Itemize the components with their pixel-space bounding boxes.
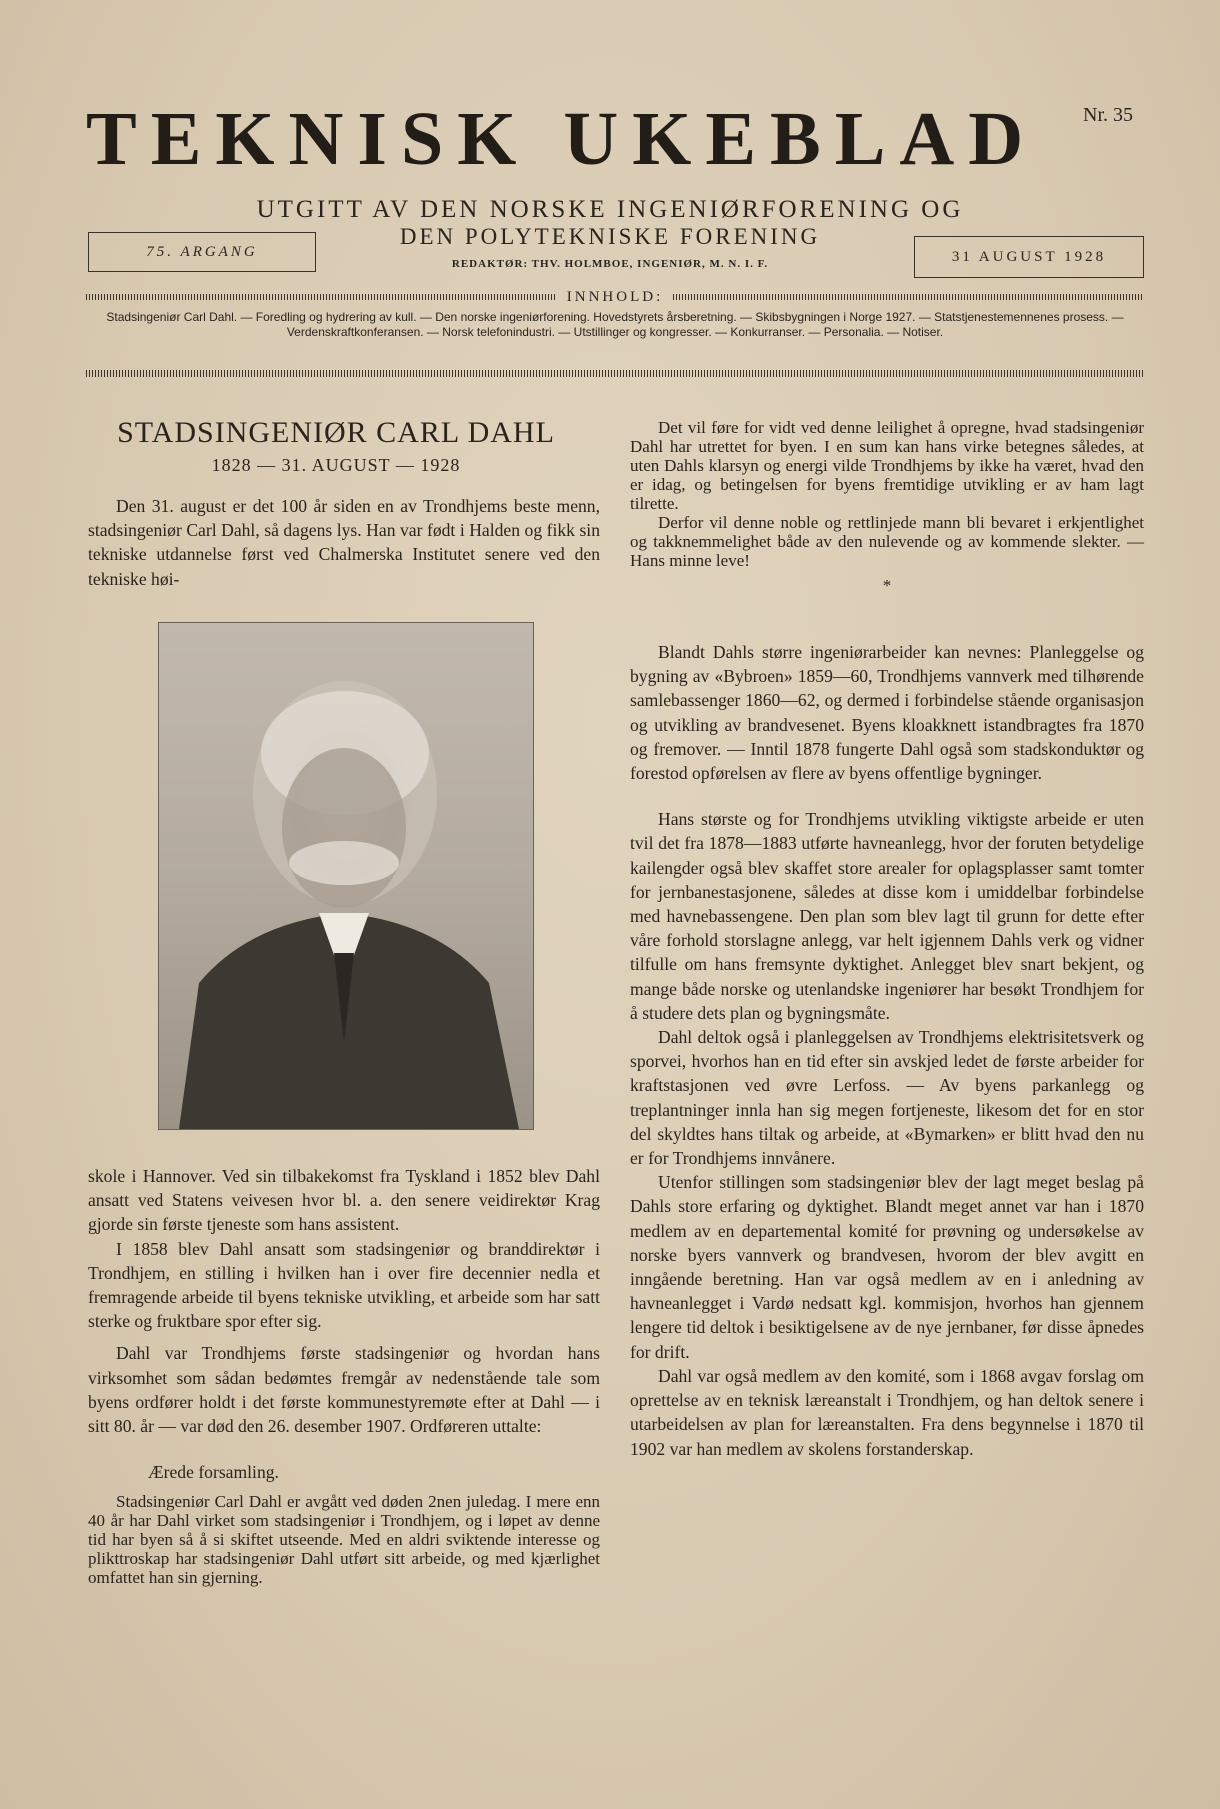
- body-paragraph: Dahl var Trondhjems første stadsingeniør og hvordan hans virksomhet som sådan bedømtes fremgår av nedenstående tale som byens ordfører holdt i det første kommunestyremøte efter at Dahl — i sitt 80. år — var død den 26. desember 1907. Ordføreren uttalte:: [88, 1343, 600, 1437]
- contents-label: INNHOLD:: [566, 288, 664, 305]
- portrait-icon: [159, 623, 533, 1129]
- body-paragraph: skole i Hannover. Ved sin tilbakekomst fra Tyskland i 1852 blev Dahl ansatt ved Statens veivesen hvor bl. a. den senere veidirektør Krag gjorde sin første tjeneste som hans assistent.: [88, 1166, 600, 1235]
- article-headline: STADSINGENIØR CARL DAHL: [117, 416, 555, 449]
- article-dateline: 1828 — 31. AUGUST — 1928: [211, 455, 461, 475]
- intro-paragraph: Den 31. august er det 100 år siden en av Trondhjems beste menn, stadsingeniør Carl Dahl, så dagens lys. Han var født i Halden og fikk sin tekniske utdannelse først ved Chalmerska Institutet senere ved den tekniske høi-: [88, 496, 600, 589]
- date-box: 31 AUGUST 1928: [914, 236, 1144, 278]
- publisher-line-1: UTGITT AV DEN NORSKE INGENIØRFORENING OG: [256, 196, 964, 223]
- volume-box: 75. ARGANG: [88, 232, 316, 272]
- contents-text: Stadsingeniør Carl Dahl. — Foredling og hydrering av kull. — Den norske ingeniørforening. Hovedstyrets årsberetning. — Skibsbygningen i Norge 1927. — Statstjenestemennenes prosess. — Verdenskraftkonferansen. — Norsk telefonindustri. — Utstillinger og kongresser. — Konkurranser. — Personalia. — Notiser.: [106, 310, 1124, 339]
- issue-number: Nr. 35: [1083, 104, 1133, 126]
- body-paragraph: Blandt Dahls større ingeniørarbeider kan nevnes: Planleggelse og bygning av «Bybroen» 1859—60, Trondhjems vannverk med tilhørende samlebassenger 1860—62, og dermed i forbindelse stående organisasjon og utvikling av brandvesenet. Byens kloakknett istandbragtes fra 1870 og fremover. — Inntil 1878 fungerte Dahl også som stadskonduktør og forestod opførelsen av flere av byens offentlige bygninger.: [630, 642, 1144, 784]
- right-column-body: [630, 640, 1144, 1461]
- right-column-quote: [630, 418, 1144, 605]
- quote-salutation: Ærede forsamling.: [148, 1462, 279, 1483]
- editor-line: REDAKTØR: THV. HOLMBOE, INGENIØR, M. N. I. F.: [451, 258, 769, 270]
- quote-paragraph: Derfor vil denne noble og rettlinjede mann bli bevaret i erkjentlighet og takknemmelighet både av den nulevende og av kommende slekter. — Hans minne leve!: [630, 513, 1144, 570]
- quote-paragraph: Det vil føre for vidt ved denne leilighet å opregne, hvad stadsingeniør Dahl har utrettet for byen. I en sum kan hans virke betegnes således, at uten Dahls klarsyn og energi vilde Trondhjems by ikke ha været, hvad den er idag, og betingelsen for byens fremtidige utvikling er av ham lagt tilrette.: [630, 418, 1144, 513]
- section-separator: *: [882, 576, 892, 595]
- body-paragraph: I 1858 blev Dahl ansatt som stadsingeniør og branddirektør i Trondhjem, en stilling i hvilken han i over fire decennier nedla et fremragende arbeide til byens tekniske utvikling, et arbeide som har satt sterke og fruktbare spor efter sig.: [88, 1238, 600, 1332]
- body-paragraph: Dahl var også medlem av den komité, som i 1868 avgav forslag om oprettelse av en teknisk læreanstalt i Trondhjem, og han deltok senere i utarbeidelsen av plan for læreanstalten. Fra dens begynnelse i 1870 til 1902 var han medlem av skolens forstanderskap.: [630, 1365, 1144, 1459]
- left-column-body: [88, 1164, 600, 1587]
- contents-bottom-rule: [86, 370, 1144, 377]
- quote-body: Stadsingeniør Carl Dahl er avgått ved døden 2nen juledag. I mere enn 40 år har Dahl virket som stadsingeniør i Trondhjem, og i løpet av denne tid har byen så å si skiftet utseende. Med en aldri sviktende interesse og plikttroskap har stadsingeniør Dahl utført sitt arbeide, og med kjærlighet omfattet han sin gjerning.: [88, 1492, 600, 1588]
- body-paragraph: Dahl deltok også i planleggelsen av Trondhjems elektrisitetsverk og sporvei, hvorhos han en tid efter sin avskjed ledet de første arbeider for kraftstasjonen ved øvre Lerfoss. — Av byens parkanlegg og treplantninger innla han sig megen fortjeneste, likesom det for en stor del skyldtes hans tiltak og arbeide, at «Bymarken» er blitt hvad den nu er for Trondhjems innvånere.: [630, 1027, 1144, 1169]
- dotted-rule-right: [673, 294, 1144, 300]
- masthead-title: TEKNISK UKEBLAD: [86, 97, 1038, 181]
- portrait-photo: [158, 622, 534, 1130]
- body-paragraph: Hans største og for Trondhjems utvikling viktigste arbeide er uten tvil det fra 1878—1883 utførte havneanlegg, hvor der foruten betydelige kailengder også blev skaffet store arealer for oplagsplasser samt tomter for jernbanestasjonene, således at disse kom i umiddelbar forbindelse med havnebassengene. Den plan som blev lagt til grunn for dette efter våre forhold storslagne anlegg, var helt igjennem Dahls verk og vidner tilfulle om hans fremsynte dyktighet. Anlegget blev snart bekjent, og mange både norske og utenlandske ingeniører har besøkt Trondhjem for å studere dets plan og bygningsmåte.: [630, 809, 1144, 1023]
- body-paragraph: Utenfor stillingen som stadsingeniør blev der lagt meget beslag på Dahls store erfaring og dyktighet. Blandt meget annet var han i 1870 medlem av en departemental komité for prøvning og undersøkelse av norske byers vannverk og brandvesen, hvorom der blev avgitt en inngående beretning. Han var også medlem av en i anledning av havneanlegget i Vardø nedsatt kgl. kommisjon, hvorhos han gjennem lengere tid deltok i besiktigelsene av de nye jernbaner, før disse åpnedes for drift.: [630, 1172, 1144, 1362]
- contents-rule: [86, 290, 1144, 304]
- left-column-intro: [88, 494, 600, 591]
- publisher-line-2: DEN POLYTEKNISKE FORENING: [399, 224, 821, 249]
- dotted-rule-left: [86, 294, 557, 300]
